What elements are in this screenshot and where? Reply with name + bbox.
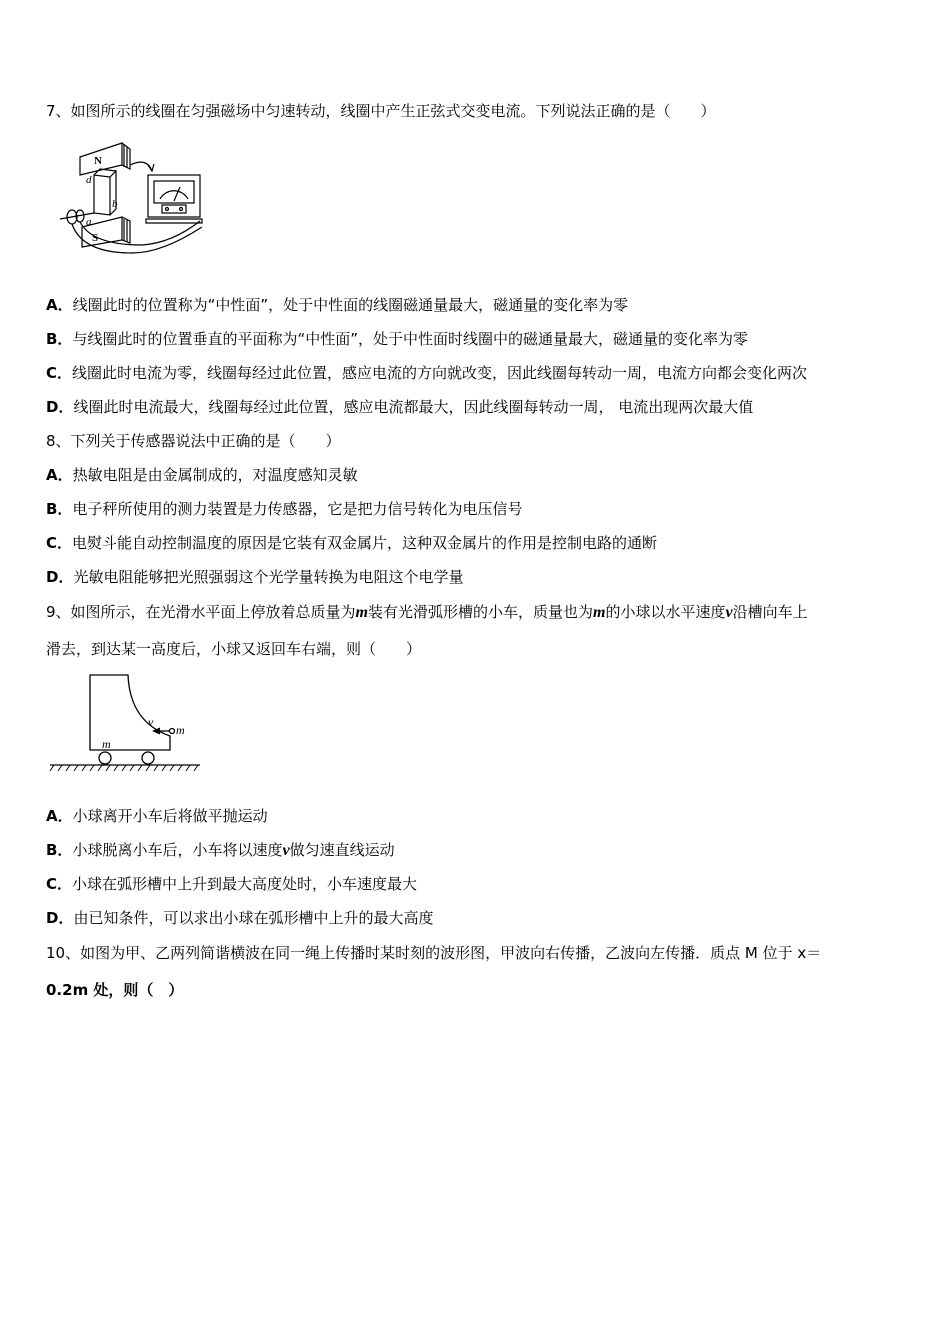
q8-option-c [46, 533, 657, 553]
option-key: A． [46, 466, 73, 484]
q9-option-a [46, 806, 268, 826]
q9-option-c [46, 874, 417, 894]
q8-option-b [46, 499, 522, 519]
q7-option-b [46, 329, 748, 349]
q9-stem-part1: 9、如图所示，在光滑水平面上停放着总质量为 [46, 603, 356, 621]
option-var-v: v [282, 842, 290, 859]
q7-label-a: a [86, 216, 92, 228]
q9-stem-line2: 滑去，到达某一高度后，小球又返回车右端，则（ ） [46, 640, 422, 658]
option-key: B． [46, 330, 73, 348]
q7-label-d: d [86, 174, 92, 186]
option-key: A． [46, 296, 73, 314]
q7-option-d [46, 397, 753, 417]
q9-option-d [46, 908, 433, 928]
q7-option-c [46, 363, 807, 383]
option-key: A． [46, 807, 73, 825]
q9-stem-part2: 装有光滑弧形槽的小车，质量也为 [368, 603, 594, 621]
q7-label-n: N [94, 155, 102, 167]
option-key: D． [46, 909, 74, 927]
q9-label-m-cart: m [102, 737, 111, 751]
q8-option-d [46, 567, 463, 587]
q8-option-a [46, 465, 358, 485]
option-key: B． [46, 841, 73, 859]
q9-cart-figure [48, 672, 208, 777]
q10-stem-line1: 10、如图为甲、乙两列简谐横波在同一绳上传播时某时刻的波形图，甲波向右传播，乙波向左传播．质点 M 位于 x＝ [46, 944, 822, 962]
option-text: 线圈此时电流为零，线圈每经过此位置，感应电流的方向就改变，因此线圈每转动一周，电流方向都会变化两次 [72, 364, 808, 382]
q7-generator-figure [52, 135, 212, 260]
option-text: 电子秤所使用的测力装置是力传感器，它是把力信号转化为电压信号 [72, 500, 523, 518]
option-key: C． [46, 364, 73, 382]
q9-stem-line1 [46, 602, 808, 623]
option-text: 线圈此时电流最大，线圈每经过此位置，感应电流都最大，因此线圈每转动一周， 电流出现两次最大值 [73, 398, 754, 416]
option-text: 与线圈此时的位置垂直的平面称为“中性面”，处于中性面时线圈中的磁通量最大，磁通量的变化率为零 [72, 330, 748, 348]
q9-var-m: m [355, 604, 368, 621]
q7-stem: 7、如图所示的线圈在匀强磁场中匀速转动，线圈中产生正弦式交变电流。下列说法正确的是（ ） [46, 102, 716, 120]
q7-label-b: b [112, 198, 118, 210]
option-key: D． [46, 398, 74, 416]
option-text: 由已知条件，可以求出小球在弧形槽中上升的最大高度 [73, 909, 434, 927]
q9-var-m-2: m [593, 604, 606, 621]
q9-stem-part4: 沿槽向车上 [732, 603, 808, 621]
option-key: C． [46, 875, 73, 893]
q9-var-v: v [725, 604, 733, 621]
q7-option-a [46, 295, 628, 315]
option-text: 热敏电阻是由金属制成的，对温度感知灵敏 [72, 466, 358, 484]
option-text: 小球在弧形槽中上升到最大高度处时，小车速度最大 [72, 875, 418, 893]
option-text: 小球离开小车后将做平抛运动 [72, 807, 268, 825]
q9-stem-part3: 的小球以水平速度 [605, 603, 726, 621]
q10-stem-line2: 0.2m 处，则（ ） [46, 981, 184, 999]
option-text: 光敏电阻能够把光照强弱这个光学量转换为电阻这个电学量 [73, 568, 464, 586]
option-text-part1: 小球脱离小车后，小车将以速度 [72, 841, 283, 859]
option-text-part2: 做匀速直线运动 [289, 841, 395, 859]
option-key: B． [46, 500, 73, 518]
q9-option-b [46, 840, 395, 861]
option-key: D． [46, 568, 74, 586]
q7-label-s: S [92, 232, 99, 244]
q9-label-m-ball: m [176, 723, 185, 737]
option-text: 电熨斗能自动控制温度的原因是它装有双金属片，这种双金属片的作用是控制电路的通断 [72, 534, 658, 552]
option-text: 线圈此时的位置称为“中性面”，处于中性面的线圈磁通量最大，磁通量的变化率为零 [72, 296, 629, 314]
option-key: C． [46, 534, 73, 552]
q9-label-v: v [148, 715, 154, 729]
q8-stem: 8、下列关于传感器说法中正确的是（ ） [46, 432, 341, 450]
